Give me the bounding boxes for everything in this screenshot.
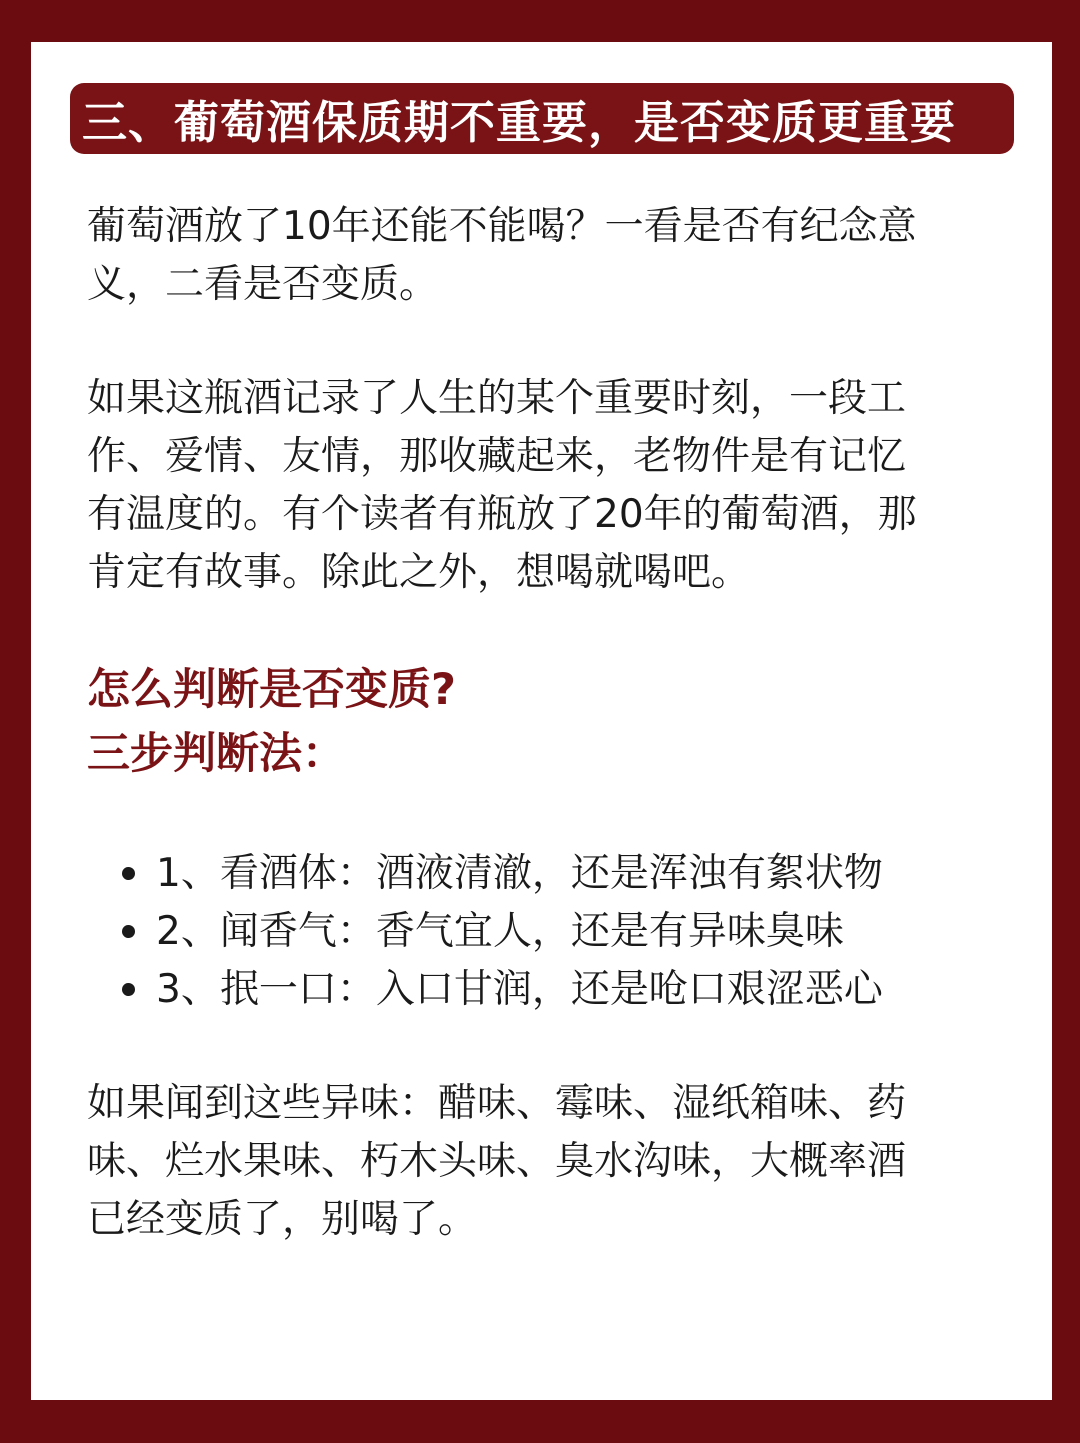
title-banner <box>70 83 1014 154</box>
step-text: 2、闻香气：香气宜人，还是有异味臭味 <box>156 909 844 954</box>
conclusion-line: 味、烂水果味、朽木头味、臭水沟味，大概率酒 <box>87 1139 907 1184</box>
page-title: 三、葡萄酒保质期不重要，是否变质更重要 <box>82 96 957 149</box>
intro-line: 义，二看是否变质。 <box>87 262 439 307</box>
step-text: 1、看酒体：酒液清澈，还是浑浊有絮状物 <box>156 851 883 896</box>
list-item <box>118 961 883 1019</box>
bullet-icon <box>122 925 135 938</box>
conclusion-paragraph <box>87 1075 987 1249</box>
bullet-icon <box>122 867 135 880</box>
list-item <box>118 903 883 961</box>
bullet-icon <box>122 983 135 996</box>
method-heading: 三步判断法： <box>87 729 345 779</box>
memory-paragraph <box>87 370 987 602</box>
memory-line: 有温度的。有个读者有瓶放了20年的葡萄酒，那 <box>87 492 917 537</box>
intro-paragraph <box>87 198 987 314</box>
conclusion-line: 已经变质了，别喝了。 <box>87 1197 478 1242</box>
question-heading: 怎么判断是否变质? <box>87 665 456 715</box>
step-text: 3、抿一口：入口甘润，还是呛口艰涩恶心 <box>156 967 883 1012</box>
conclusion-line: 如果闻到这些异味：醋味、霉味、湿纸箱味、药 <box>87 1081 907 1126</box>
intro-line: 葡萄酒放了10年还能不能喝？一看是否有纪念意 <box>87 204 917 249</box>
section-heading <box>87 658 456 786</box>
memory-line: 如果这瓶酒记录了人生的某个重要时刻，一段工 <box>87 376 907 421</box>
memory-line: 作、爱情、友情，那收藏起来，老物件是有记忆 <box>87 434 907 479</box>
steps-list <box>118 845 883 1019</box>
memory-line: 肯定有故事。除此之外，想喝就喝吧。 <box>87 550 751 595</box>
list-item <box>118 845 883 903</box>
